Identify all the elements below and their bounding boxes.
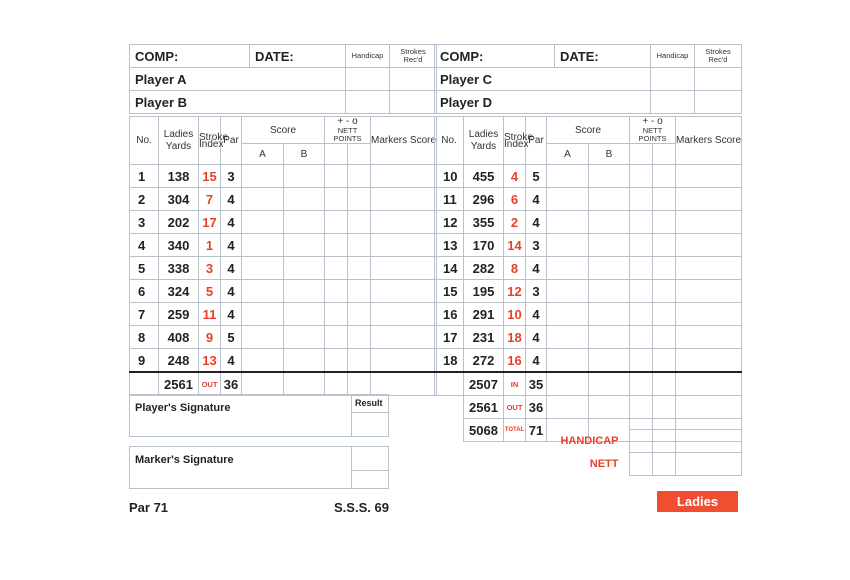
out-carry-par: 36 — [526, 396, 547, 419]
in-total-row — [435, 372, 742, 396]
in-blank — [435, 372, 464, 396]
hole-number: 18 — [435, 349, 464, 373]
hole-nett-1[interactable] — [325, 188, 348, 211]
hole-score-b[interactable] — [284, 280, 325, 303]
marker-result-cell-1[interactable] — [352, 447, 389, 471]
hole-yards: 138 — [159, 165, 199, 188]
ladies-badge: Ladies — [657, 491, 738, 512]
hole-yards: 170 — [464, 234, 504, 257]
hole-yards: 355 — [464, 211, 504, 234]
hole-nett-1[interactable] — [630, 303, 653, 326]
hole-yards: 304 — [159, 188, 199, 211]
result-label: Result — [352, 395, 389, 413]
hole-nett-2[interactable] — [348, 280, 371, 303]
nett-col-1 — [630, 144, 653, 165]
hole-yards: 291 — [464, 303, 504, 326]
date-label: DATE: — [250, 45, 346, 68]
handicap-cell-1[interactable] — [629, 430, 652, 453]
out-score-b[interactable] — [284, 372, 325, 396]
hole-score-b[interactable] — [284, 234, 325, 257]
handicap-nett-box — [434, 429, 741, 476]
nett-cell-3[interactable] — [675, 453, 741, 476]
hole-nett-2[interactable] — [653, 280, 676, 303]
nett-col-2 — [348, 144, 371, 165]
col-score-b: B — [284, 144, 325, 165]
header-table-left — [129, 44, 437, 114]
hole-score-a[interactable] — [547, 303, 589, 326]
hole-score-a[interactable] — [242, 280, 284, 303]
hole-number: 9 — [130, 349, 159, 373]
hole-row — [130, 188, 437, 211]
hole-nett-1[interactable] — [630, 349, 653, 373]
hole-row — [130, 326, 437, 349]
hole-nett-2[interactable] — [348, 303, 371, 326]
hole-score-b[interactable] — [589, 326, 630, 349]
handicap-label: Handicap — [346, 45, 390, 68]
hole-nett-1[interactable] — [325, 234, 348, 257]
hole-score-a[interactable] — [547, 211, 589, 234]
hole-par: 3 — [526, 234, 547, 257]
hole-stroke-index: 5 — [199, 280, 221, 303]
hole-score-a[interactable] — [242, 234, 284, 257]
col-score-a: A — [242, 144, 284, 165]
hole-number: 15 — [435, 280, 464, 303]
hole-score-a[interactable] — [242, 188, 284, 211]
col-stroke-index: Stroke Index — [504, 117, 526, 165]
hole-score-a[interactable] — [547, 326, 589, 349]
hole-yards: 202 — [159, 211, 199, 234]
hole-score-a[interactable] — [242, 257, 284, 280]
col-markers: Markers Score — [371, 117, 437, 165]
hole-number: 10 — [435, 165, 464, 188]
result-cell[interactable] — [352, 413, 389, 437]
score-table-right — [434, 116, 742, 442]
hole-score-a[interactable] — [547, 188, 589, 211]
nett-cell-1[interactable] — [629, 453, 652, 476]
hole-yards: 272 — [464, 349, 504, 373]
hole-par: 4 — [221, 188, 242, 211]
hole-markers-score[interactable] — [371, 257, 437, 280]
out-carry-yards: 2561 — [464, 396, 504, 419]
hole-yards: 408 — [159, 326, 199, 349]
out-nett-1[interactable] — [325, 372, 348, 396]
hole-stroke-index: 4 — [504, 165, 526, 188]
hole-score-a[interactable] — [242, 326, 284, 349]
hole-nett-1[interactable] — [325, 165, 348, 188]
hole-row — [130, 303, 437, 326]
marker-result-cell-2[interactable] — [352, 471, 389, 489]
col-score-a: A — [547, 144, 589, 165]
hole-yards: 195 — [464, 280, 504, 303]
hole-row — [435, 257, 742, 280]
hole-stroke-index: 15 — [199, 165, 221, 188]
hole-nett-1[interactable] — [325, 257, 348, 280]
hole-number: 7 — [130, 303, 159, 326]
hole-nett-1[interactable] — [325, 349, 348, 373]
out-carry-nett-2[interactable] — [653, 396, 676, 419]
player-a-name: Player A — [130, 68, 346, 91]
hole-stroke-index: 6 — [504, 188, 526, 211]
hole-yards: 340 — [159, 234, 199, 257]
hole-stroke-index: 9 — [199, 326, 221, 349]
hole-yards: 296 — [464, 188, 504, 211]
col-no: No. — [130, 117, 159, 165]
player-c-name: Player C — [435, 68, 651, 91]
front-nine-rows — [130, 165, 437, 373]
hole-row — [130, 257, 437, 280]
hole-stroke-index: 14 — [504, 234, 526, 257]
hole-nett-1[interactable] — [630, 234, 653, 257]
hole-score-b[interactable] — [284, 211, 325, 234]
hole-nett-2[interactable] — [348, 234, 371, 257]
hole-score-a[interactable] — [242, 211, 284, 234]
hole-markers-score[interactable] — [371, 303, 437, 326]
hole-stroke-index: 1 — [199, 234, 221, 257]
front-nine-card — [129, 44, 436, 396]
hole-yards: 282 — [464, 257, 504, 280]
hole-stroke-index: 13 — [199, 349, 221, 373]
hole-yards: 338 — [159, 257, 199, 280]
player-b-handicap[interactable] — [346, 91, 390, 114]
hole-number: 12 — [435, 211, 464, 234]
nett-label-red: NETT — [589, 458, 619, 470]
hole-stroke-index: 17 — [199, 211, 221, 234]
hole-score-b[interactable] — [589, 165, 630, 188]
hole-row — [130, 165, 437, 188]
player-b-strokes[interactable] — [390, 91, 437, 114]
strokes-recd-label: Strokes Rec'd — [695, 45, 742, 68]
player-a-strokes[interactable] — [390, 68, 437, 91]
hole-stroke-index: 8 — [504, 257, 526, 280]
hole-row — [130, 280, 437, 303]
hole-par: 4 — [221, 280, 242, 303]
hole-number: 17 — [435, 326, 464, 349]
hole-nett-1[interactable] — [630, 165, 653, 188]
out-carry-nett-1[interactable] — [630, 396, 653, 419]
total-par: 71 — [526, 419, 547, 442]
hole-score-b[interactable] — [589, 349, 630, 373]
hole-markers-score[interactable] — [676, 280, 742, 303]
hole-markers-score[interactable] — [371, 165, 437, 188]
player-c-handicap[interactable] — [651, 68, 695, 91]
col-nett — [325, 117, 371, 144]
hole-par: 4 — [221, 257, 242, 280]
hole-nett-1[interactable] — [325, 303, 348, 326]
hole-par: 4 — [526, 188, 547, 211]
handicap-cell-3[interactable] — [675, 430, 741, 453]
player-b-name: Player B — [130, 91, 346, 114]
hole-number: 1 — [130, 165, 159, 188]
hole-nett-2[interactable] — [653, 165, 676, 188]
hole-par: 4 — [221, 211, 242, 234]
hole-score-b[interactable] — [284, 257, 325, 280]
hole-markers-score[interactable] — [371, 349, 437, 373]
col-par: Par — [221, 117, 242, 165]
hole-par: 4 — [221, 303, 242, 326]
hole-row — [130, 211, 437, 234]
in-markers[interactable] — [676, 372, 742, 396]
hole-number: 5 — [130, 257, 159, 280]
hole-nett-2[interactable] — [653, 326, 676, 349]
hole-score-b[interactable] — [589, 257, 630, 280]
hole-row — [435, 326, 742, 349]
out-blank — [130, 372, 159, 396]
player-d-handicap[interactable] — [651, 91, 695, 114]
hole-markers-score[interactable] — [371, 234, 437, 257]
hole-par: 4 — [526, 257, 547, 280]
course-par: Par 71 — [129, 500, 169, 515]
hole-yards: 324 — [159, 280, 199, 303]
hole-number: 2 — [130, 188, 159, 211]
hole-row — [435, 234, 742, 257]
out-label: OUT — [199, 372, 221, 396]
hole-markers-score[interactable] — [676, 188, 742, 211]
hole-score-b[interactable] — [589, 211, 630, 234]
hole-markers-score[interactable] — [371, 326, 437, 349]
hole-markers-score[interactable] — [676, 234, 742, 257]
hole-stroke-index: 2 — [504, 211, 526, 234]
hole-markers-score[interactable] — [676, 303, 742, 326]
col-yards: Ladies Yards — [159, 117, 199, 165]
out-carry-label: OUT — [504, 396, 526, 419]
player-d-name: Player D — [435, 91, 651, 114]
hole-markers-score[interactable] — [371, 211, 437, 234]
in-label: IN — [504, 372, 526, 396]
hole-number: 14 — [435, 257, 464, 280]
col-par: Par — [526, 117, 547, 165]
hole-row — [435, 188, 742, 211]
hole-yards: 455 — [464, 165, 504, 188]
hole-nett-2[interactable] — [653, 349, 676, 373]
hole-row — [435, 211, 742, 234]
hole-par: 4 — [526, 211, 547, 234]
col-markers: Markers Score — [676, 117, 742, 165]
hole-score-b[interactable] — [284, 303, 325, 326]
hole-markers-score[interactable] — [676, 349, 742, 373]
hole-number: 3 — [130, 211, 159, 234]
hole-score-a[interactable] — [547, 234, 589, 257]
nett-points-label: NETT POINTS — [333, 126, 362, 143]
hole-nett-1[interactable] — [325, 280, 348, 303]
hole-stroke-index: 10 — [504, 303, 526, 326]
hole-markers-score[interactable] — [371, 188, 437, 211]
player-d-strokes[interactable] — [695, 91, 742, 114]
hole-stroke-index: 12 — [504, 280, 526, 303]
hole-markers-score[interactable] — [371, 280, 437, 303]
hole-nett-1[interactable] — [630, 326, 653, 349]
marker-signature-label[interactable]: Marker's Signature — [130, 447, 352, 489]
hole-number: 13 — [435, 234, 464, 257]
hole-markers-score[interactable] — [676, 326, 742, 349]
hole-par: 4 — [526, 349, 547, 373]
col-score: Score — [547, 117, 630, 144]
hole-score-a[interactable] — [547, 280, 589, 303]
nett-symbols: + - o — [642, 116, 663, 127]
player-signature-box — [129, 394, 388, 437]
hole-nett-1[interactable] — [630, 280, 653, 303]
hole-row — [435, 165, 742, 188]
hole-nett-2[interactable] — [653, 188, 676, 211]
hole-par: 4 — [526, 303, 547, 326]
out-nett-2[interactable] — [348, 372, 371, 396]
hole-nett-2[interactable] — [653, 303, 676, 326]
hole-par: 3 — [221, 165, 242, 188]
hole-markers-score[interactable] — [676, 211, 742, 234]
header-table-right — [434, 44, 742, 114]
hole-nett-2[interactable] — [653, 211, 676, 234]
hole-stroke-index: 7 — [199, 188, 221, 211]
handicap-cell-2[interactable] — [652, 430, 675, 453]
comp-label: COMP: — [435, 45, 555, 68]
hole-score-a[interactable] — [547, 165, 589, 188]
hole-nett-1[interactable] — [630, 211, 653, 234]
in-par: 35 — [526, 372, 547, 396]
col-score-b: B — [589, 144, 630, 165]
in-nett-1[interactable] — [630, 372, 653, 396]
hole-number: 11 — [435, 188, 464, 211]
hole-par: 5 — [526, 165, 547, 188]
hole-number: 16 — [435, 303, 464, 326]
hole-par: 5 — [221, 326, 242, 349]
in-nett-2[interactable] — [653, 372, 676, 396]
marker-signature-box — [129, 446, 388, 489]
hole-stroke-index: 11 — [199, 303, 221, 326]
hole-par: 4 — [221, 349, 242, 373]
hole-nett-1[interactable] — [325, 211, 348, 234]
hole-row — [435, 303, 742, 326]
hole-markers-score[interactable] — [676, 257, 742, 280]
hole-nett-2[interactable] — [348, 349, 371, 373]
out-score-a[interactable] — [242, 372, 284, 396]
hole-nett-1[interactable] — [630, 188, 653, 211]
player-a-handicap[interactable] — [346, 68, 390, 91]
nett-col-2 — [653, 144, 676, 165]
total-label: TOTAL — [504, 419, 526, 442]
hole-number: 8 — [130, 326, 159, 349]
hole-score-b[interactable] — [589, 303, 630, 326]
out-carry-row — [435, 396, 742, 419]
out-carry-score-b[interactable] — [589, 396, 630, 419]
col-no: No. — [435, 117, 464, 165]
score-table-left — [129, 116, 437, 396]
date-label: DATE: — [555, 45, 651, 68]
hole-score-a[interactable] — [242, 349, 284, 373]
handicap-label-red: HANDICAP — [560, 435, 619, 447]
hole-par: 4 — [221, 234, 242, 257]
hole-nett-2[interactable] — [348, 326, 371, 349]
nett-points-label: NETT POINTS — [638, 126, 667, 143]
hole-score-b[interactable] — [284, 188, 325, 211]
hole-nett-2[interactable] — [348, 165, 371, 188]
out-yards: 2561 — [159, 372, 199, 396]
col-score: Score — [242, 117, 325, 144]
hole-stroke-index: 3 — [199, 257, 221, 280]
col-nett — [630, 117, 676, 144]
comp-label: COMP: — [130, 45, 250, 68]
hole-score-b[interactable] — [284, 349, 325, 373]
hole-yards: 231 — [464, 326, 504, 349]
nett-symbols: + - o — [337, 116, 358, 127]
hole-score-a[interactable] — [242, 165, 284, 188]
hole-stroke-index: 18 — [504, 326, 526, 349]
out-par: 36 — [221, 372, 242, 396]
hole-score-b[interactable] — [284, 165, 325, 188]
hole-nett-1[interactable] — [325, 326, 348, 349]
out-markers[interactable] — [371, 372, 437, 396]
hole-row — [435, 280, 742, 303]
hole-score-a[interactable] — [547, 257, 589, 280]
in-score-a[interactable] — [547, 372, 589, 396]
player-c-strokes[interactable] — [695, 68, 742, 91]
col-yards: Ladies Yards — [464, 117, 504, 165]
hole-nett-2[interactable] — [653, 257, 676, 280]
total-yards: 5068 — [464, 419, 504, 442]
hole-score-b[interactable] — [284, 326, 325, 349]
back-nine-rows — [435, 165, 742, 373]
out-total-row — [130, 372, 437, 396]
hole-nett-2[interactable] — [348, 211, 371, 234]
hole-nett-2[interactable] — [348, 257, 371, 280]
sss-value: S.S.S. 69 — [334, 500, 389, 515]
out-carry-markers[interactable] — [676, 396, 742, 419]
hole-par: 4 — [526, 326, 547, 349]
hole-score-b[interactable] — [589, 234, 630, 257]
hole-row — [130, 349, 437, 373]
col-stroke-index: Stroke Index — [199, 117, 221, 165]
in-score-b[interactable] — [589, 372, 630, 396]
handicap-label: Handicap — [651, 45, 695, 68]
hole-markers-score[interactable] — [676, 165, 742, 188]
hole-stroke-index: 16 — [504, 349, 526, 373]
in-yards: 2507 — [464, 372, 504, 396]
hole-score-b[interactable] — [589, 188, 630, 211]
hole-score-b[interactable] — [589, 280, 630, 303]
hole-nett-2[interactable] — [348, 188, 371, 211]
player-signature-label[interactable]: Player's Signature — [130, 395, 352, 437]
hole-nett-2[interactable] — [653, 234, 676, 257]
hole-par: 3 — [526, 280, 547, 303]
hole-number: 6 — [130, 280, 159, 303]
hole-yards: 248 — [159, 349, 199, 373]
hole-row — [130, 234, 437, 257]
strokes-recd-label: Strokes Rec'd — [390, 45, 437, 68]
hole-score-a[interactable] — [242, 303, 284, 326]
hole-row — [435, 349, 742, 373]
nett-cell-2[interactable] — [652, 453, 675, 476]
hole-number: 4 — [130, 234, 159, 257]
hole-nett-1[interactable] — [630, 257, 653, 280]
hole-yards: 259 — [159, 303, 199, 326]
nett-col-1 — [325, 144, 348, 165]
out-carry-score-a[interactable] — [547, 396, 589, 419]
back-nine-card — [434, 44, 741, 442]
hole-score-a[interactable] — [547, 349, 589, 373]
